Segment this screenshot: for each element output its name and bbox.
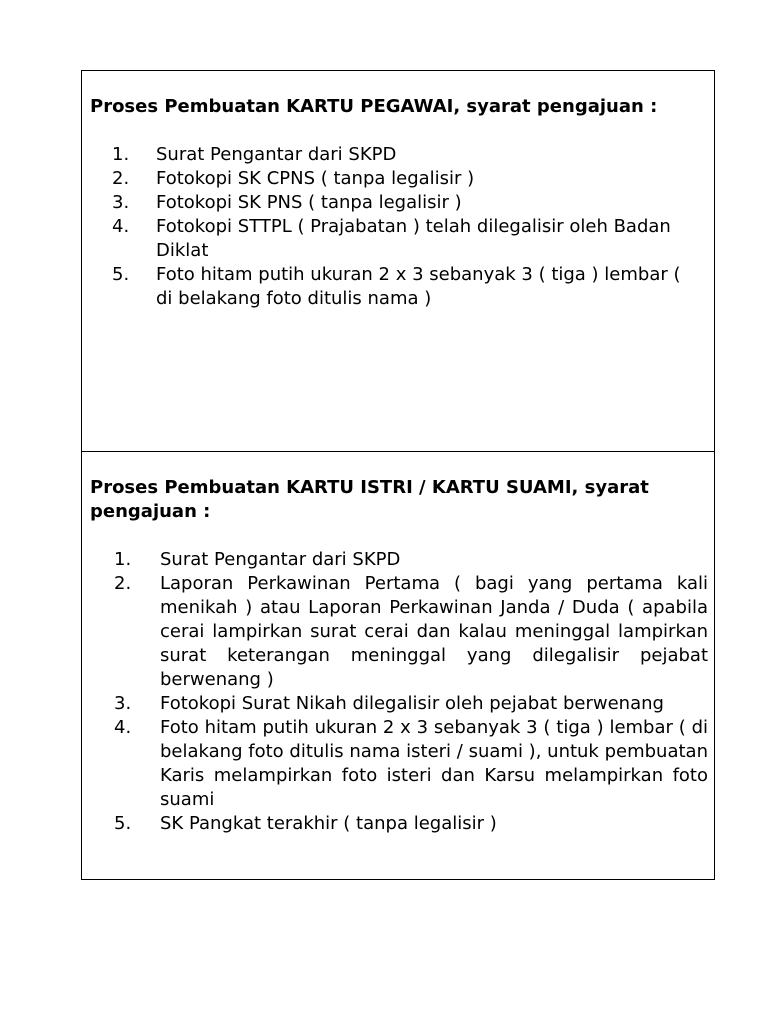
item-number: 2.: [112, 168, 130, 189]
section-heading: Proses Pembuatan KARTU PEGAWAI, syarat pengajuan :: [90, 96, 658, 117]
item-text: Laporan Perkawinan Pertama ( bagi yang pertama kali menikah ) atau Laporan Perkawinan Janda / Duda ( apabila cerai lampirkan surat cerai dan kalau meninggal lampirkan surat keterangan meninggal yang dilegalisir pejabat berwenang ): [160, 573, 708, 690]
item-number: 2.: [114, 573, 132, 594]
item-text: Foto hitam putih ukuran 2 x 3 sebanyak 3 ( tiga ) lembar ( di belakang foto ditulis nama ): [156, 264, 681, 309]
list-item: [90, 167, 710, 191]
item-text: Fotokopi SK PNS ( tanpa legalisir ): [156, 192, 462, 213]
requirements-table: [81, 70, 715, 880]
list-item: [90, 548, 710, 572]
section-kartu-istri-suami: [82, 452, 714, 879]
item-number: 4.: [112, 216, 130, 237]
item-number: 1.: [114, 549, 132, 570]
item-text: Fotokopi SK CPNS ( tanpa legalisir ): [156, 168, 475, 189]
requirements-list: [90, 548, 710, 836]
item-text: Surat Pengantar dari SKPD: [160, 549, 401, 570]
list-item: [90, 716, 710, 812]
item-text: SK Pangkat terakhir ( tanpa legalisir ): [160, 813, 497, 834]
list-item: [90, 572, 710, 692]
requirements-list: [90, 143, 710, 311]
item-text: Fotokopi Surat Nikah dilegalisir oleh pejabat berwenang: [160, 693, 664, 714]
section-kartu-pegawai: [82, 71, 714, 452]
item-number: 5.: [114, 813, 132, 834]
list-item: [90, 215, 710, 263]
section-heading: Proses Pembuatan KARTU ISTRI / KARTU SUAMI, syarat pengajuan :: [90, 477, 649, 522]
item-number: 1.: [112, 144, 130, 165]
list-item: [90, 143, 710, 167]
item-text: Foto hitam putih ukuran 2 x 3 sebanyak 3 ( tiga ) lembar ( di belakang foto ditulis nama isteri / suami ), untuk pembuatan Karis melampirkan foto isteri dan Karsu melampirkan foto suami: [160, 717, 708, 810]
item-number: 3.: [112, 192, 130, 213]
list-item: [90, 812, 710, 836]
item-text: Surat Pengantar dari SKPD: [156, 144, 397, 165]
item-number: 5.: [112, 264, 130, 285]
list-item: [90, 191, 710, 215]
item-number: 3.: [114, 693, 132, 714]
list-item: [90, 692, 710, 716]
list-item: [90, 263, 710, 311]
item-text: Fotokopi STTPL ( Prajabatan ) telah dilegalisir oleh Badan Diklat: [156, 216, 671, 261]
item-number: 4.: [114, 717, 132, 738]
